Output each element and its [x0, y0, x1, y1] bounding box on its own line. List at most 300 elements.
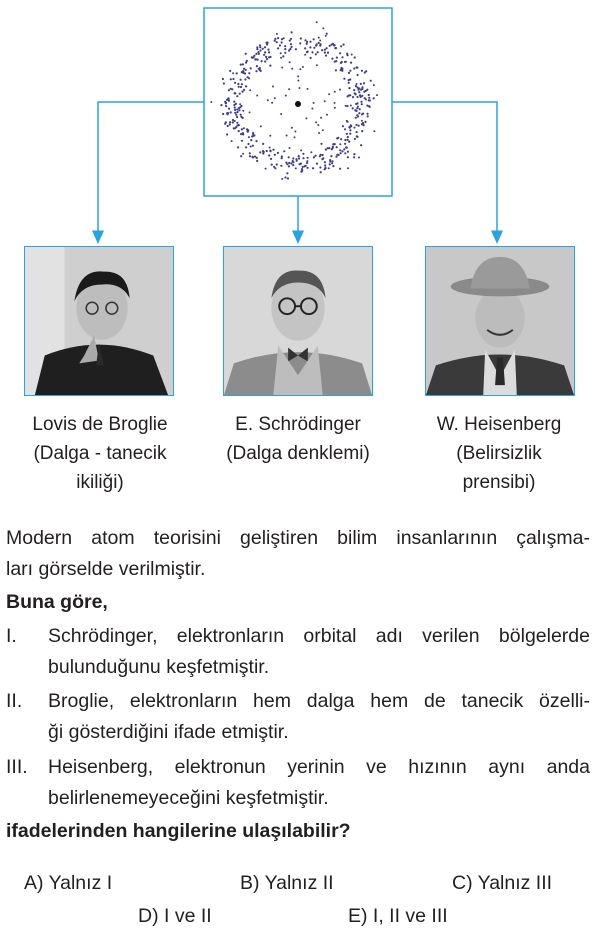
- electron-dot: [320, 117, 322, 119]
- electron-dot: [356, 67, 358, 69]
- electron-dot: [284, 48, 286, 50]
- electron-dot: [322, 129, 324, 131]
- option-b[interactable]: B) Yalnız II: [240, 872, 334, 894]
- electron-dot: [245, 146, 247, 148]
- electron-dot: [280, 52, 282, 54]
- electron-dot: [341, 150, 343, 152]
- connector-left: [98, 102, 204, 238]
- electron-dot: [234, 106, 236, 108]
- electron-dot: [355, 85, 357, 87]
- electron-dot: [369, 106, 371, 108]
- item-text: bulunduğunu keşfetmiştir.: [48, 656, 270, 678]
- electron-dot: [230, 78, 232, 80]
- electron-dot: [281, 67, 283, 69]
- electron-dot: [256, 95, 258, 97]
- electron-dot: [304, 39, 306, 41]
- electron-dot: [348, 141, 350, 143]
- electron-dot: [368, 97, 370, 99]
- electron-dot: [376, 94, 378, 96]
- electron-dot: [340, 69, 342, 71]
- electron-dot: [313, 102, 315, 104]
- item-text: Schrödinger, elektronların orbital adı verilen bölgelerde: [48, 625, 590, 647]
- electron-dot: [286, 172, 288, 174]
- electron-dot: [373, 130, 375, 132]
- electron-dot: [232, 121, 234, 123]
- electron-dot: [268, 154, 270, 156]
- electron-dot: [346, 133, 348, 135]
- electron-dot: [238, 109, 240, 111]
- electron-dot: [262, 143, 264, 145]
- electron-dot: [272, 149, 274, 151]
- electron-dot: [354, 138, 356, 140]
- electron-dot: [250, 139, 252, 141]
- electron-dot: [349, 70, 351, 72]
- electron-dot: [319, 166, 321, 168]
- electron-dot: [277, 37, 279, 39]
- electron-dot: [271, 164, 273, 166]
- electron-dot: [236, 95, 238, 97]
- electron-dot: [324, 49, 326, 51]
- electron-dot: [347, 136, 349, 138]
- question-intro-line2: ları görselde verilmiştir.: [6, 558, 206, 580]
- electron-dot: [238, 130, 240, 132]
- electron-dot: [324, 52, 326, 54]
- electron-dot: [284, 52, 286, 54]
- electron-dot: [306, 43, 308, 45]
- electron-dot: [358, 157, 360, 159]
- electron-dot: [269, 135, 271, 137]
- option-d[interactable]: D) I ve II: [138, 905, 212, 927]
- electron-dot: [364, 121, 366, 123]
- electron-dot: [332, 43, 334, 45]
- electron-dot: [241, 91, 243, 93]
- electron-dot: [241, 140, 243, 142]
- electron-dot: [229, 121, 231, 123]
- electron-dot: [242, 133, 244, 135]
- electron-dot: [335, 47, 337, 49]
- item-number: I.: [6, 625, 17, 647]
- electron-dot: [313, 47, 315, 49]
- electron-dot: [349, 78, 351, 80]
- electron-dot: [368, 94, 370, 96]
- electron-dot: [355, 124, 357, 126]
- electron-dot: [356, 131, 358, 133]
- electron-dot: [302, 166, 304, 168]
- electron-dot: [239, 103, 241, 105]
- electron-dot: [302, 66, 304, 68]
- electron-dot: [298, 157, 300, 159]
- electron-dot: [290, 43, 292, 45]
- electron-dot: [285, 162, 287, 164]
- electron-dot: [317, 51, 319, 53]
- electron-dot: [332, 165, 334, 167]
- electron-dot: [249, 111, 251, 113]
- electron-dot: [344, 61, 346, 63]
- electron-dot: [299, 87, 301, 89]
- electron-dot: [339, 89, 341, 91]
- electron-dot: [326, 33, 328, 35]
- electron-dot: [237, 146, 239, 148]
- electron-dot: [346, 120, 348, 122]
- electron-dot: [262, 48, 264, 50]
- electron-dot: [361, 103, 363, 105]
- electron-dot: [339, 168, 341, 170]
- electron-dot: [229, 70, 231, 72]
- electron-dot: [306, 160, 308, 162]
- electron-dot: [356, 83, 358, 85]
- electron-dot: [232, 78, 234, 80]
- electron-dot: [227, 125, 229, 127]
- electron-dot: [324, 164, 326, 166]
- electron-dot: [269, 147, 271, 149]
- photo-de-broglie: [24, 246, 174, 396]
- electron-dot: [309, 46, 311, 48]
- electron-dot: [363, 82, 365, 84]
- electron-dot: [261, 60, 263, 62]
- electron-dot: [286, 135, 288, 137]
- electron-dot: [343, 148, 345, 150]
- electron-dot: [259, 49, 261, 51]
- electron-dot: [248, 72, 250, 74]
- electron-dot: [244, 78, 246, 80]
- electron-dot: [367, 115, 369, 117]
- electron-dot: [360, 83, 362, 85]
- electron-dot: [343, 44, 345, 46]
- electron-dot: [322, 154, 324, 156]
- electron-dot: [346, 105, 348, 107]
- electron-dot: [334, 91, 336, 93]
- electron-dot: [292, 157, 294, 159]
- electron-dot: [334, 102, 336, 104]
- option-e[interactable]: E) I, II ve III: [348, 905, 448, 927]
- electron-dot: [247, 143, 249, 145]
- electron-dot: [240, 79, 242, 81]
- electron-dot: [249, 155, 251, 157]
- electron-dot: [262, 152, 264, 154]
- electron-dot: [352, 107, 354, 109]
- scientist-desc: (Dalga denklemi): [226, 443, 370, 464]
- electron-dot: [316, 163, 318, 165]
- electron-dot: [353, 156, 355, 158]
- electron-dot: [350, 105, 352, 107]
- electron-dot: [242, 110, 244, 112]
- electron-dot: [279, 44, 281, 46]
- electron-dot: [326, 47, 328, 49]
- electron-dot: [290, 38, 292, 40]
- electron-dot: [240, 114, 242, 116]
- electron-dot: [329, 163, 331, 165]
- electron-dot: [264, 60, 266, 62]
- electron-dot: [240, 155, 242, 157]
- electron-dot: [252, 156, 254, 158]
- electron-dot: [235, 114, 237, 116]
- electron-dot: [235, 126, 237, 128]
- electron-dot: [271, 102, 273, 104]
- electron-dot: [262, 150, 264, 152]
- electron-dot: [300, 171, 302, 173]
- electron-dot: [318, 42, 320, 44]
- electron-dot: [222, 78, 224, 80]
- electron-dot: [360, 144, 362, 146]
- electron-dot: [249, 89, 251, 91]
- question-lead: Buna göre,: [6, 591, 108, 613]
- electron-dot: [284, 176, 286, 178]
- electron-dot: [251, 56, 253, 58]
- question-intro-line1: Modern atom teorisini geliştiren bilim insanlarının çalışma-: [6, 527, 590, 549]
- electron-dot: [352, 96, 354, 98]
- electron-dot: [347, 167, 349, 169]
- atom-model-diagram: [0, 0, 602, 250]
- electron-dot: [283, 37, 285, 39]
- electron-dot: [361, 130, 363, 132]
- electron-dot: [287, 177, 289, 179]
- electron-dot: [316, 21, 318, 23]
- electron-dot: [260, 70, 262, 72]
- electron-dot: [282, 55, 284, 57]
- electron-dot: [294, 136, 296, 138]
- electron-dot: [289, 40, 291, 42]
- electron-dot: [274, 97, 276, 99]
- electron-dot: [326, 114, 328, 116]
- electron-dot: [319, 43, 321, 45]
- electron-dot: [265, 42, 267, 44]
- electron-dot: [304, 54, 306, 56]
- electron-dot: [313, 38, 315, 40]
- electron-dot: [258, 68, 260, 70]
- electron-dot: [348, 94, 350, 96]
- electron-dot: [274, 38, 276, 40]
- electron-dot: [254, 156, 256, 158]
- electron-dot: [349, 133, 351, 135]
- electron-dot: [346, 53, 348, 55]
- electron-dot: [300, 149, 302, 151]
- option-a[interactable]: A) Yalnız I: [24, 872, 113, 894]
- electron-dot: [238, 124, 240, 126]
- electron-dot: [222, 113, 224, 115]
- electron-dot: [242, 72, 244, 74]
- electron-dot: [291, 127, 293, 129]
- electron-dot: [281, 41, 283, 43]
- electron-dot: [322, 27, 324, 29]
- electron-dot: [356, 135, 358, 137]
- electron-dot: [304, 47, 306, 49]
- electron-dot: [250, 67, 252, 69]
- electron-dot: [361, 123, 363, 125]
- electron-dot: [233, 127, 235, 129]
- electron-dot: [324, 100, 326, 102]
- electron-dot: [361, 113, 363, 115]
- electron-dot: [340, 62, 342, 64]
- electron-dot: [310, 151, 312, 153]
- electron-dot: [309, 41, 311, 43]
- scientist-desc: (Belirsizlik: [456, 443, 542, 464]
- scientist-name: E. Schrödinger: [235, 414, 361, 435]
- electron-dot: [274, 167, 276, 169]
- electron-dot: [243, 127, 245, 129]
- electron-dot: [245, 62, 247, 64]
- electron-dot: [373, 84, 375, 86]
- electron-dot: [265, 168, 267, 170]
- electron-dot: [294, 131, 296, 133]
- electron-dot: [358, 112, 360, 114]
- electron-dot: [299, 68, 301, 70]
- electron-dot: [357, 115, 359, 117]
- electron-dot: [256, 65, 258, 67]
- electron-dot: [301, 168, 303, 170]
- electron-dot: [292, 161, 294, 163]
- scientist-desc: prensibi): [462, 472, 536, 493]
- electron-dot: [327, 52, 329, 54]
- electron-dot: [249, 152, 251, 154]
- electron-dot: [242, 117, 244, 119]
- electron-dot: [264, 46, 266, 48]
- electron-dot: [274, 154, 276, 156]
- electron-dot: [339, 52, 341, 54]
- electron-dot: [358, 125, 360, 127]
- electron-dot: [347, 156, 349, 158]
- option-c[interactable]: C) Yalnız III: [452, 872, 553, 894]
- electron-dot: [332, 143, 334, 145]
- electron-dot: [341, 56, 343, 58]
- electron-dot: [315, 121, 317, 123]
- item-text: ği gösterdiğini ifade etmiştir.: [48, 721, 289, 743]
- electron-dot: [348, 82, 350, 84]
- electron-dot: [347, 139, 349, 141]
- electron-dot: [355, 117, 357, 119]
- electron-dot: [289, 48, 291, 50]
- electron-dot: [228, 108, 230, 110]
- electron-dot: [358, 91, 360, 93]
- electron-dot: [342, 125, 344, 127]
- electron-dot: [337, 137, 339, 139]
- electron-dot: [267, 49, 269, 51]
- electron-dot: [289, 61, 291, 63]
- electron-dot: [335, 69, 337, 71]
- electron-dot: [228, 100, 230, 102]
- electron-dot: [269, 150, 271, 152]
- electron-dot: [236, 72, 238, 74]
- electron-dot: [255, 140, 257, 142]
- electron-dot: [330, 155, 332, 157]
- electron-dot: [250, 146, 252, 148]
- electron-dot: [318, 37, 320, 39]
- electron-dot: [242, 63, 244, 65]
- electron-dot: [306, 51, 308, 53]
- electron-dot: [292, 164, 294, 166]
- electron-dot: [346, 147, 348, 149]
- electron-dot: [265, 56, 267, 58]
- electron-dot: [272, 86, 274, 88]
- electron-dot: [334, 61, 336, 63]
- electron-dot: [252, 134, 254, 136]
- electron-dot: [284, 45, 286, 47]
- electron-dot: [299, 42, 301, 44]
- electron-dot: [357, 74, 359, 76]
- electron-dot: [288, 156, 290, 158]
- electron-dot: [236, 116, 238, 118]
- electron-dot: [256, 46, 258, 48]
- caption-de-broglie: [0, 410, 200, 497]
- electron-dot: [305, 117, 307, 119]
- electron-dot: [283, 150, 285, 152]
- electron-dot: [256, 160, 258, 162]
- electron-dot: [325, 149, 327, 151]
- electron-dot: [224, 123, 226, 125]
- electron-dot: [348, 87, 350, 89]
- electron-dot: [344, 152, 346, 154]
- electron-dot: [353, 153, 355, 155]
- electron-dot: [266, 150, 268, 152]
- item-number: II.: [6, 690, 23, 712]
- electron-dot: [353, 67, 355, 69]
- electron-dot: [233, 101, 235, 103]
- electron-dot: [306, 41, 308, 43]
- electron-dot: [233, 104, 235, 106]
- electron-dot: [269, 65, 271, 67]
- electron-dot: [361, 70, 363, 72]
- electron-dot: [253, 55, 255, 57]
- photo-heisenberg: [425, 246, 575, 396]
- electron-dot: [288, 165, 290, 167]
- electron-dot: [268, 56, 270, 58]
- electron-dot: [288, 88, 290, 90]
- electron-dot: [344, 128, 346, 130]
- electron-dot: [354, 92, 356, 94]
- electron-dot: [236, 108, 238, 110]
- electron-dot: [300, 37, 302, 39]
- electron-dot: [285, 95, 287, 97]
- electron-dot: [245, 53, 247, 55]
- electron-dot: [331, 58, 333, 60]
- electron-dot: [318, 132, 320, 134]
- electron-dot: [347, 151, 349, 153]
- electron-dot: [360, 101, 362, 103]
- electron-dot: [280, 57, 282, 59]
- electron-dot: [226, 133, 228, 135]
- electron-dot: [312, 167, 314, 169]
- electron-dot: [254, 58, 256, 60]
- electron-dot: [259, 46, 261, 48]
- electron-dot: [345, 105, 347, 107]
- electron-dot: [239, 93, 241, 95]
- electron-dot: [225, 102, 227, 104]
- electron-dot: [366, 113, 368, 115]
- electron-dot: [361, 120, 363, 122]
- electron-dot: [231, 140, 233, 142]
- electron-dot: [268, 51, 270, 53]
- electron-dot: [321, 158, 323, 160]
- electron-dot: [331, 160, 333, 162]
- electron-dot: [354, 109, 356, 111]
- electron-dot: [252, 145, 254, 147]
- electron-dot: [324, 167, 326, 169]
- electron-dot: [356, 102, 358, 104]
- electron-dot: [313, 156, 315, 158]
- item-number: III.: [6, 756, 28, 778]
- electron-dot: [357, 106, 359, 108]
- electron-dot: [361, 95, 363, 97]
- electron-dot: [259, 151, 261, 153]
- electron-dot: [353, 89, 355, 91]
- electron-dot: [236, 122, 238, 124]
- electron-dot: [291, 31, 293, 33]
- electron-dot: [321, 49, 323, 51]
- electron-dot: [320, 143, 322, 145]
- electron-dot: [344, 143, 346, 145]
- electron-dot: [240, 64, 242, 66]
- electron-dot: [232, 119, 234, 121]
- electron-dot: [315, 53, 317, 55]
